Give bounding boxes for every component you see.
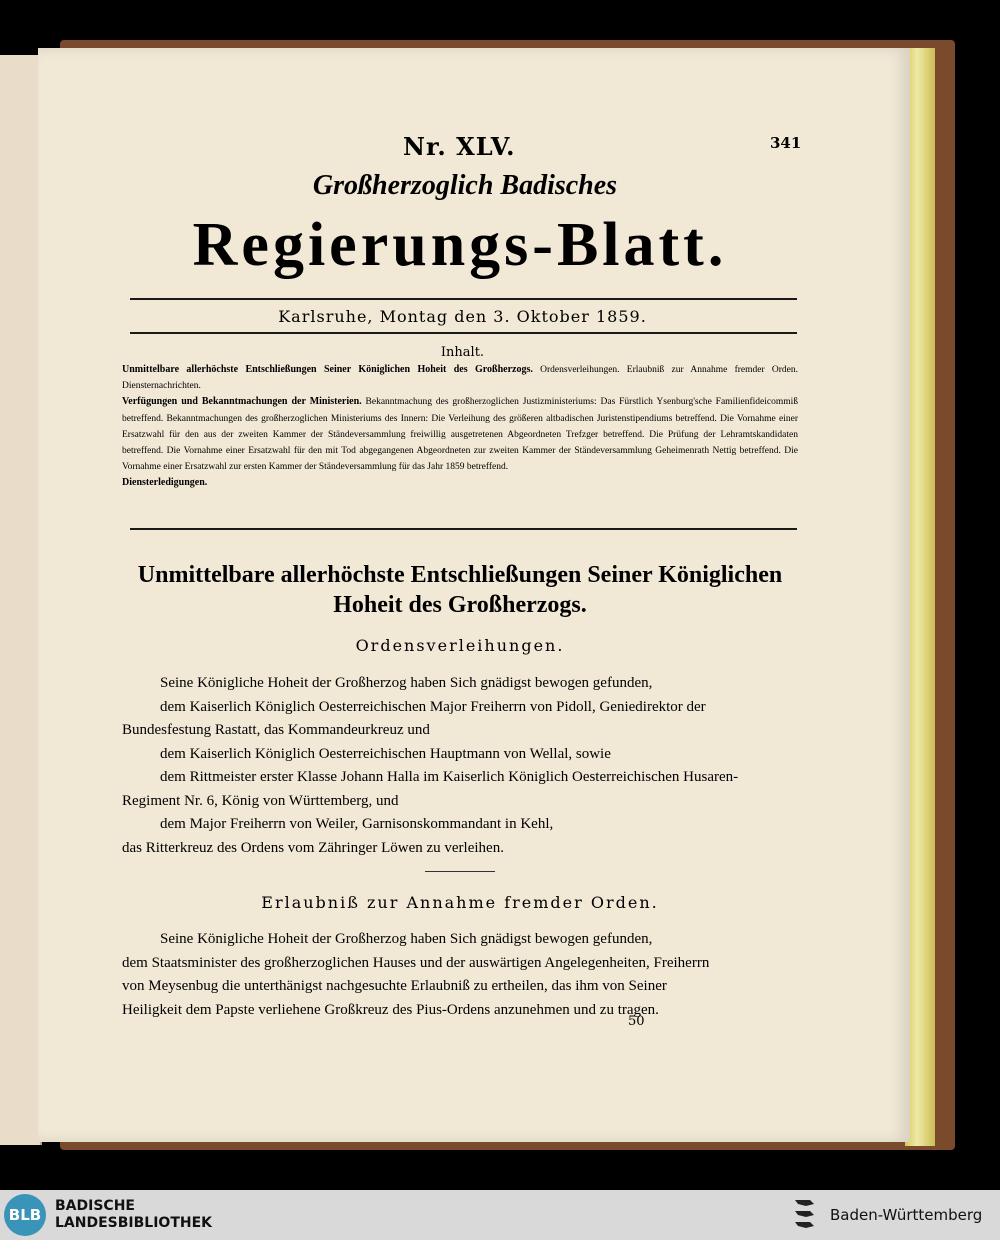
foreign-line-1: Seine Königliche Hoheit der Großherzog haben Sich gnädigst bewogen gefunden, bbox=[160, 931, 653, 947]
foreign-line-2: dem Staatsminister des großherzoglichen Hauses und der auswärtigen Angelegenheiten, Freiherrn bbox=[122, 954, 710, 971]
section-heading: Unmittelbare allerhöchste Entschließungen Seiner Königlichen Hoheit des Großherzogs. bbox=[137, 562, 783, 618]
blb-line-1: BADISCHE bbox=[55, 1198, 135, 1214]
orders-line-5: dem Rittmeister erster Klasse Johann Halla im Kaiserlich Königlich Oesterreichischen Husaren- bbox=[160, 769, 739, 785]
contents-body bbox=[122, 362, 798, 492]
contents-heading: Inhalt. bbox=[440, 345, 485, 360]
orders-line-2: dem Kaiserlich Königlich Oesterreichischen Major Freiherrn von Pidoll, Geniedirektor der bbox=[160, 698, 706, 715]
issue-number: Nr. XLV. bbox=[403, 132, 516, 161]
contents-p1-text: Ordensverleihungen. Erlaubniß zur Annahme fremder Orden. Diensternachrichten. bbox=[122, 365, 799, 392]
contents-p1-bold: Unmittelbare allerhöchste Entschließungen Seiner Königlichen Hoheit des Großherzogs. bbox=[122, 364, 533, 375]
title-line-2: Regierungs-Blatt. bbox=[192, 211, 728, 279]
contents-p2-text: Bekanntmachung des großherzoglichen Justizministeriums: Das Fürstlich Ysenburg'sche Familienfideicommiß betreffend. Bekanntmachungen des großherzoglichen Ministeriums des Innern: Die Verleihung des größeren altbadischen Juristenstipendiums betreffend. Die Vornahme einer Ersatzwahl für den aus der zweiten Kammer der Ständeversammlung freiwillig ausgetretenen Abgeordneten Trefzger betreffend. Die Prüfung der Lehramtskandidaten betreffend. Die Vornahme einer Ersatzwahl für den mit Tod abgegangenen Abgeordneten zur zweiten Kammer der Ständeversammlung Geheimenrath Nettig betreffend. Die Vornahme einer Ersatzwahl zur ersten Kammer der Ständeversammlung für das Jahr 1859 betreffend. bbox=[122, 397, 798, 473]
blb-logo[interactable]: BLB bbox=[4, 1194, 46, 1236]
separator bbox=[425, 871, 495, 872]
rule-3 bbox=[130, 528, 797, 530]
subheading-orders: Ordensverleihungen. bbox=[355, 636, 565, 655]
foreign-line-4: Heiligkeit dem Papste verliehene Großkreuz des Pius-Ordens anzunehmen und zu tragen. bbox=[122, 1001, 659, 1018]
bw-name[interactable]: Baden-Württemberg bbox=[830, 1206, 983, 1224]
blb-line-2: LANDESBIBLIOTHEK bbox=[55, 1215, 213, 1231]
contents-p3-bold: Diensterledigungen. bbox=[122, 477, 208, 489]
foreign-orders-body bbox=[122, 928, 798, 1022]
document-page bbox=[38, 48, 910, 1142]
foreign-line-3: von Meysenbug die unterthänigst nachgesuchte Erlaubniß zu ertheilen, das ihm von Seiner bbox=[122, 978, 667, 994]
left-page-edge bbox=[0, 55, 42, 1145]
lion-crest-icon bbox=[792, 1196, 820, 1234]
title-line-1: Großherzoglich Badisches bbox=[312, 170, 618, 201]
place-date: Karlsruhe, Montag den 3. Oktober 1859. bbox=[278, 307, 647, 326]
rule-top bbox=[130, 298, 797, 300]
contents-p2-bold: Verfügungen und Bekanntmachungen der Ministerien. bbox=[122, 396, 362, 408]
orders-body bbox=[122, 672, 798, 860]
orders-line-6: Regiment Nr. 6, König von Württemberg, und bbox=[122, 792, 399, 809]
page-number: 341 bbox=[770, 134, 802, 152]
orders-line-1: Seine Königliche Hoheit der Großherzog haben Sich gnädigst bewogen gefunden, bbox=[160, 675, 653, 691]
orders-line-3: Bundesfestung Rastatt, das Kommandeurkreuz und bbox=[122, 722, 430, 738]
signature-number: 50 bbox=[628, 1014, 645, 1029]
orders-line-8: das Ritterkreuz des Ordens vom Zähringer Löwen zu verleihen. bbox=[122, 839, 504, 856]
orders-line-4: dem Kaiserlich Königlich Oesterreichischen Hauptmann von Wellal, sowie bbox=[160, 745, 611, 762]
blb-name[interactable] bbox=[55, 1198, 212, 1232]
orders-line-7: dem Major Freiherrn von Weiler, Garnisonskommandant in Kehl, bbox=[160, 816, 554, 832]
rule-2 bbox=[130, 332, 797, 334]
subheading-foreign-orders: Erlaubniß zur Annahme fremder Orden. bbox=[261, 893, 659, 912]
